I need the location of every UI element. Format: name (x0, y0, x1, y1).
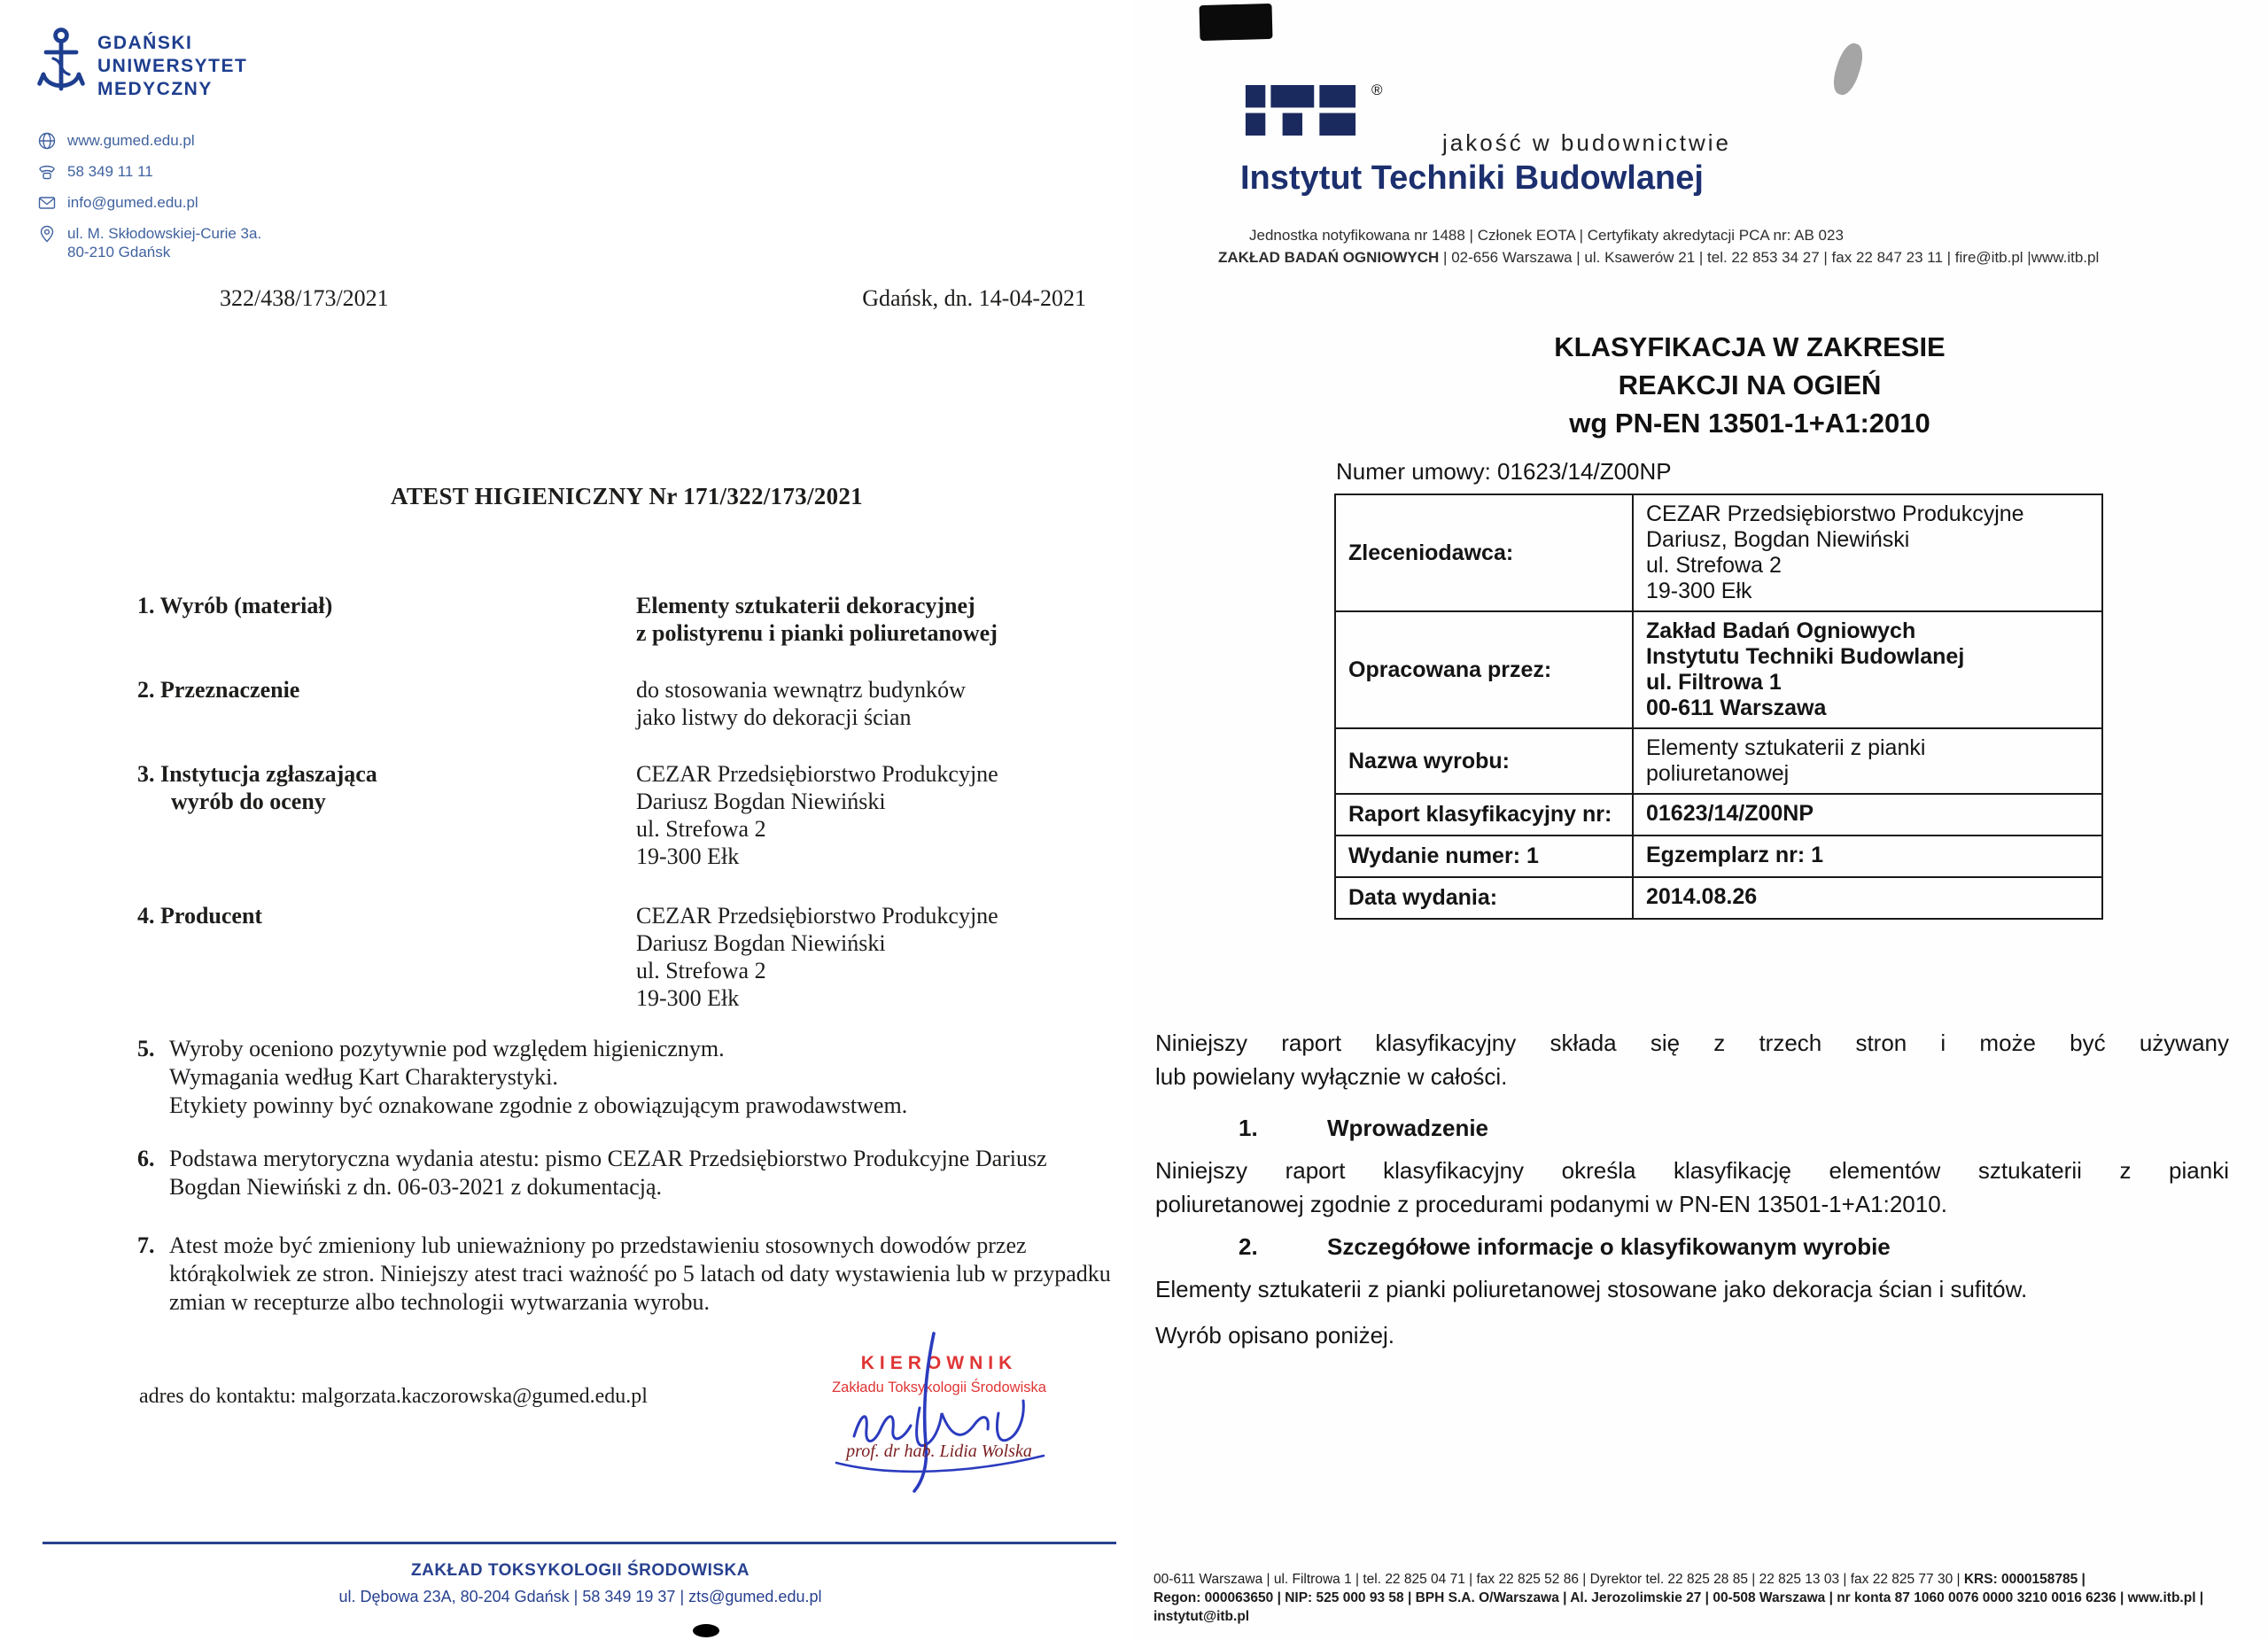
contact-website (37, 131, 261, 151)
address-line1: ul. M. Skłodowskiej-Curie 3a. (67, 225, 262, 242)
stamp-role: KIEROWNIK (860, 1353, 1018, 1373)
section-2-paragraph-2: Wyrób opisano poniżej. (1155, 1322, 1395, 1349)
gumed-contact-list (37, 131, 261, 273)
item-2-value: do stosowania wewnątrz budynków jako listwy do dekoracji ścian (636, 677, 966, 730)
paragraph-7: 7. Atest może być zmieniony lub unieważniony po przedstawieniu stosownych dowodów przez którąkolwiek ze stron. Niniejszy atest traci ważność po 5 latach od daty wystawienia lub w przypadku zmian w recepturze albo technologii wytwarzania wyrobu. (137, 1232, 1111, 1315)
atest-title: ATEST HIGIENICZNY Nr 171/322/173/2021 (391, 483, 863, 509)
table-row: Zleceniodawca: CEZAR Przedsiębiorstwo Produkcyjne Dariusz, Bogdan Niewiński ul. Strefowa 2 19-300 Ełk (1336, 495, 2101, 610)
itb-header-line2: ZAKŁAD BADAŃ OGNIOWYCH | 02-656 Warszawa | ul. Ksawerów 21 | tel. 22 853 34 27 | fax 22 847 23 11 | fire@itb.pl |www.itb.pl (1218, 249, 2100, 266)
itb-classification-page (1134, 0, 2268, 1640)
signature-block (780, 1341, 1099, 1509)
signer-name: prof. dr hab. Lidia Wolska (846, 1442, 1032, 1461)
phone-icon (37, 162, 57, 182)
email-text: info@gumed.edu.pl (67, 194, 198, 211)
intro-paragraph: Niniejszy raport klasyfikacyjny składa się z trzech stron i może być używany lub powielany wyłącznie w całości. (1155, 1030, 2229, 1090)
registered-trademark: ® (1371, 82, 1383, 98)
scan-artifact-smudge (1829, 40, 1867, 97)
paragraph-6: 6. Podstawa merytoryczna wydania atestu: pismo CEZAR Przedsiębiorstwo Produkcyjne Dariusz Bogdan Niewiński z dn. 06-03-2021 z dokumentacją. (137, 1146, 1047, 1200)
item-4-producent (137, 902, 1122, 1012)
table-row: Raport klasyfikacyjny nr: 01623/14/Z00NP (1336, 793, 2101, 835)
classification-table (1334, 494, 2103, 920)
section-1-paragraph: Niniejszy raport klasyfikacyjny określa klasyfikację elementów sztukaterii z pianki poliuretanowej zgodnie z procedurami podanymi w PN-EN 13501-1+A1:2010. (1155, 1157, 2229, 1217)
item-3-label: 3. Instytucja zgłaszająca wyrób do oceny (137, 761, 377, 814)
scan-artifact-blob (693, 1624, 719, 1637)
item-1-label: 1. Wyrób (materiał) (137, 593, 333, 618)
contract-number: Numer umowy: 01623/14/Z00NP (1336, 458, 1672, 485)
address-line2: 80-210 Gdańsk (67, 244, 171, 260)
gumed-anchor-icon (37, 27, 85, 105)
item-3-value: CEZAR Przedsiębiorstwo Produkcyjne Dariusz Bogdan Niewiński ul. Strefowa 2 19-300 Ełk (636, 761, 998, 869)
paragraph-5: 5. Wyroby oceniono pozytywnie pod względem higienicznym. Wymagania według Kart Charakterystyki. Etykiety powinny być oznakowane zgodnie z obowiązującym prawodawstwem. (137, 1036, 908, 1118)
footer-address: ul. Dębowa 23A, 80-204 Gdańsk | 58 349 19 37 | zts@gumed.edu.pl (338, 1588, 822, 1605)
table-row: Data wydania: 2014.08.26 (1336, 876, 2101, 918)
item-3-instytucja (137, 760, 1122, 870)
contact-email (37, 193, 261, 213)
item-1-wyrob (137, 592, 1122, 647)
table-row: Nazwa wyrobu: Elementy sztukaterii z pianki poliuretanowej (1336, 727, 2101, 793)
section-2-paragraph: Elementy sztukaterii z pianki poliuretanowej stosowane jako dekoracja ścian i sufitów. (1155, 1276, 2028, 1302)
envelope-icon (37, 193, 57, 213)
website-text: www.gumed.edu.pl (67, 132, 195, 149)
gumed-logo (37, 27, 247, 105)
itb-footer: 00-611 Warszawa | ul. Filtrowa 1 | tel. 22 825 04 71 | fax 22 825 52 86 | Dyrektor tel. 22 825 28 85 | 22 825 13 03 | fax 22 825 77 30 | KRS: 0000158785 | Regon: 000063650 | NIP: 525 000 93 58 | BPH S.A. O/Warszawa | Al. Jerozolimskie 27 | 00-508 Warszawa | nr konta 87 1060 0076 0000 3210 0016 6236 | www.itb.pl | instytut@itb.pl (1153, 1572, 2204, 1624)
reference-number: 322/438/173/2021 (220, 285, 389, 311)
phone-text: 58 349 11 11 (67, 163, 153, 180)
item-1-value: Elementy sztukaterii dekoracyjnej z polistyrenu i pianki poliuretanowej (636, 593, 998, 646)
itb-header-line1: Jednostka notyfikowana nr 1488 | Członek EOTA | Certyfikaty akredytacji PCA nr: AB 023 (1249, 227, 1844, 244)
place-date: Gdańsk, dn. 14-04-2021 (862, 285, 1086, 311)
section-1-heading: 1. Wprowadzenie (1239, 1115, 1489, 1141)
contact-address-line: adres do kontaktu: malgorzata.kaczorowska@gumed.edu.pl (139, 1385, 648, 1408)
gumed-logo-text: GDAŃSKI UNIWERSYTET MEDYCZNY (97, 33, 248, 99)
classification-title: KLASYFIKACJA W ZAKRESIE REAKCJI NA OGIEŃ wg PN-EN 13501-1+A1:2010 (1554, 331, 1946, 439)
section-2-heading: 2. Szczegółowe informacje o klasyfikowanym wyrobie (1239, 1233, 1891, 1260)
footer-department: ZAKŁAD TOKSYKOLOGII ŚRODOWISKA (411, 1561, 750, 1580)
item-2-przeznaczenie (137, 676, 1122, 731)
globe-icon (37, 131, 57, 151)
location-pin-icon (37, 224, 57, 244)
gumed-footer (0, 1561, 1134, 1606)
contact-address (37, 224, 261, 261)
footer-divider (43, 1542, 1116, 1544)
itb-tagline: jakość w budownictwie (1442, 129, 1732, 156)
stamp-unit: Zakładu Toksykologii Środowiska (832, 1380, 1046, 1395)
itb-logo (1240, 85, 1363, 141)
item-2-label: 2. Przeznaczenie (137, 677, 300, 703)
item-4-label: 4. Producent (137, 903, 263, 929)
scan-artifact-bar (1199, 4, 1272, 41)
table-row: Opracowana przez: Zakład Badań Ogniowych Instytutu Techniki Budowlanej ul. Filtrowa 1 00-611 Warszawa (1336, 610, 2101, 727)
item-4-value: CEZAR Przedsiębiorstwo Produkcyjne Dariusz Bogdan Niewiński ul. Strefowa 2 19-300 Ełk (636, 903, 998, 1011)
table-row: Wydanie numer: 1 Egzemplarz nr: 1 (1336, 835, 2101, 876)
contact-phone (37, 162, 261, 182)
itb-institute-name: Instytut Techniki Budowlanej (1240, 159, 1704, 197)
reference-and-date-row (220, 285, 1086, 312)
handwritten-signature (799, 1328, 1074, 1510)
